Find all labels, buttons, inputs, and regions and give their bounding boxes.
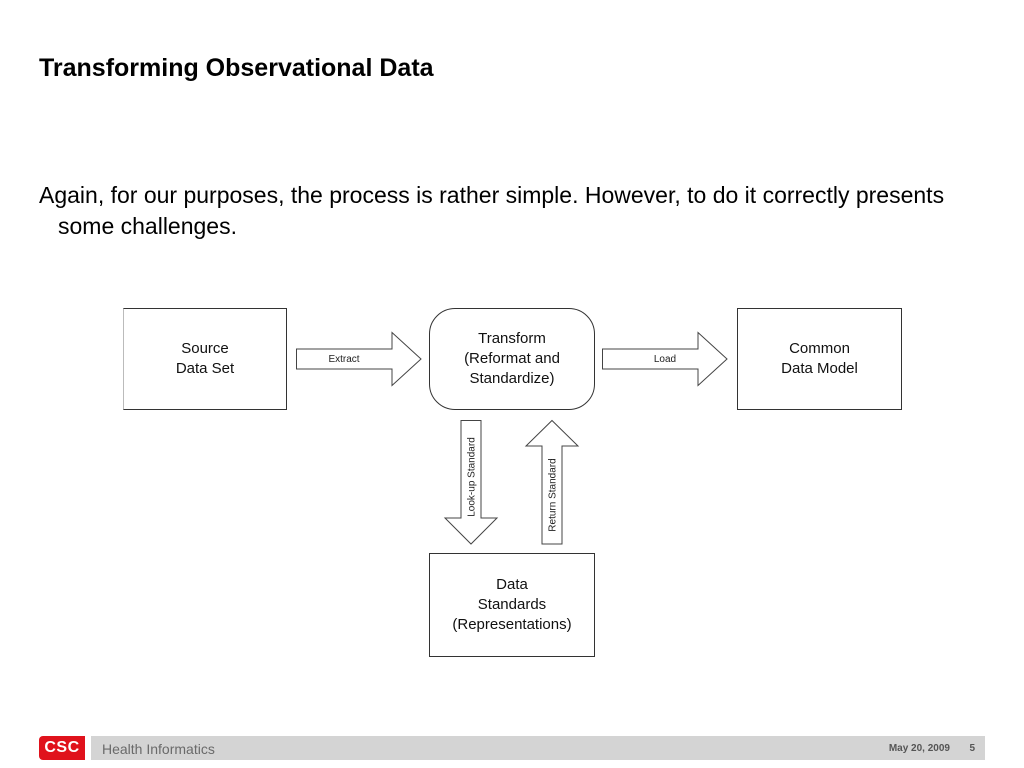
footer-bar: [91, 736, 985, 760]
source-data-set-label: Source Data Set: [175, 340, 235, 377]
common-data-model-box: [737, 308, 902, 410]
slide-footer: [0, 734, 1024, 762]
return-standard-arrow: [524, 420, 580, 546]
footer-label: Health Informatics: [102, 741, 215, 757]
page-number: 5: [969, 743, 975, 754]
data-standards-label: Data Standards (Representations): [452, 576, 572, 633]
lookup-standard-arrow: [443, 420, 499, 546]
slide-body-text: Again, for our purposes, the process is rather simple. However, to do it correctly presents some challenges.: [39, 182, 945, 239]
common-data-model-label: Common Data Model: [781, 340, 858, 377]
source-data-set-box: [123, 308, 287, 410]
transform-label: Transform (Reformat and Standardize): [464, 330, 560, 387]
slide-title: Transforming Observational Data: [39, 54, 434, 82]
load-arrow-label: Load: [653, 354, 677, 365]
return-standard-arrow-label: Return Standard: [547, 458, 559, 532]
footer-date: May 20, 2009: [888, 743, 950, 754]
data-standards-box: [429, 553, 595, 657]
extract-arrow: [296, 332, 424, 386]
csc-logo: CSC: [39, 736, 85, 760]
extract-arrow-label: Extract: [328, 354, 360, 365]
lookup-standard-arrow-label: Look-up Standard: [466, 437, 478, 517]
load-arrow: [602, 332, 730, 386]
transform-box: [429, 308, 595, 410]
